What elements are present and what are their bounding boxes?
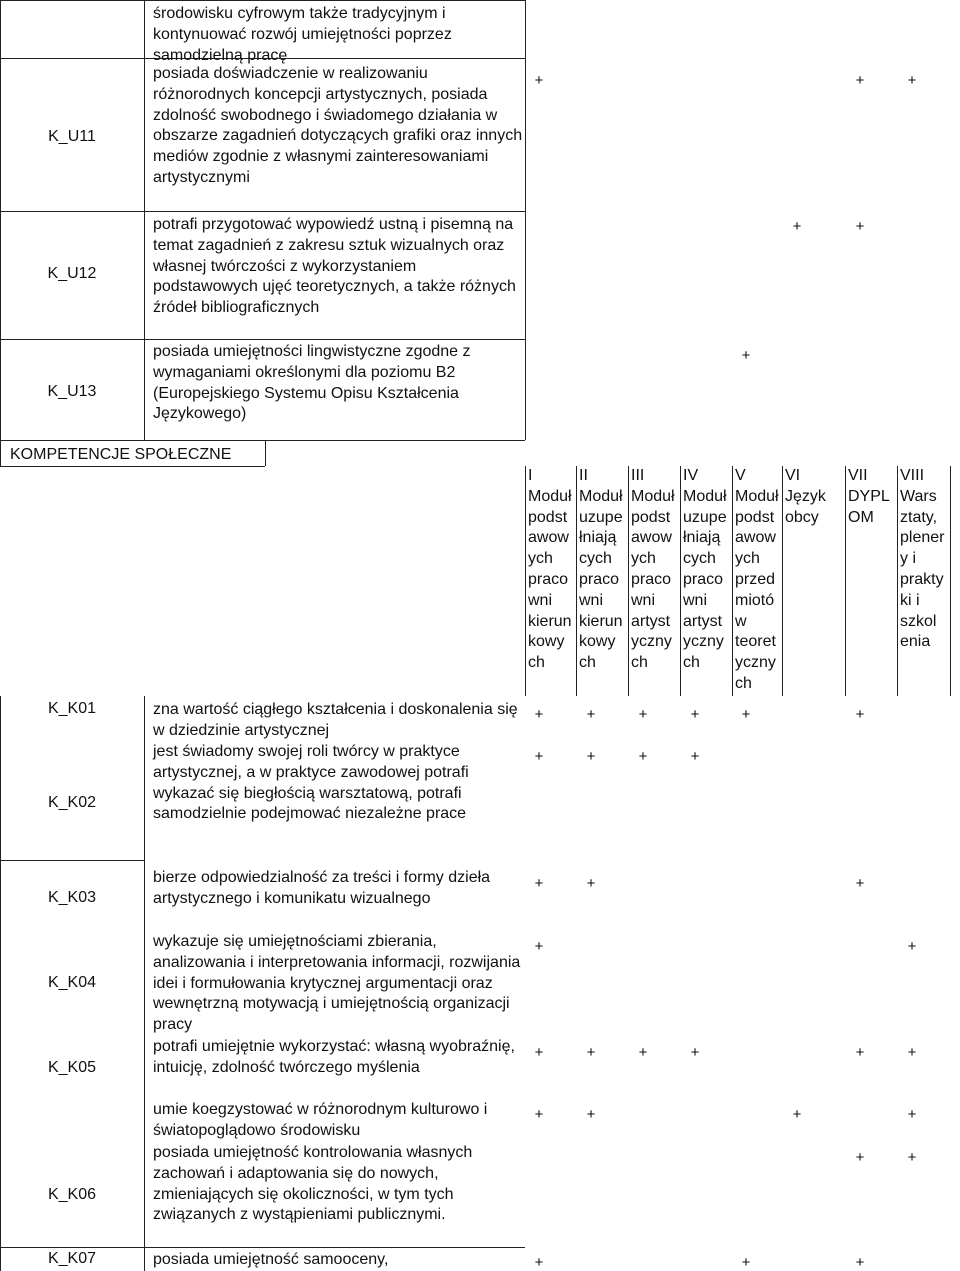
plus-mark: +: [690, 1044, 700, 1061]
plus-mark: +: [855, 1044, 865, 1061]
plus-mark: +: [741, 1254, 751, 1271]
row-code: K_U12: [47, 265, 97, 282]
row-description: umie koegzystować w różnorodnym kulturowo i światopoglądowo środowisku: [153, 1101, 488, 1139]
row-description: zna wartość ciągłego kształcenia i doskonalenia się w dziedzinie artystycznej: [153, 701, 518, 739]
plus-mark: +: [741, 347, 751, 364]
column-header-VIII: VIII Wars ztaty, plener y i prakty ki i szkol enia: [900, 467, 945, 651]
row-description: wykazuje się umiejętnościami zbierania, analizowania i interpretowania informacji, rozwijania idei i formułowania krytycznej argumentacji oraz wewnętrzną motywacją i umiejętnością organizacji pracy: [153, 933, 521, 1034]
plus-mark: +: [586, 875, 596, 892]
plus-mark: +: [534, 748, 544, 765]
column-header-V: V Moduł podst awow ych przed miotó w teoret yczny ch: [735, 467, 779, 692]
plus-mark: +: [855, 1149, 865, 1166]
column-header-VI: VI Język obcy: [785, 467, 826, 526]
row-code: K_K06: [47, 1186, 97, 1203]
column-header-III: III Moduł podst awow ych praco wni artyst yczny ch: [631, 467, 675, 672]
plus-mark: +: [534, 1254, 544, 1271]
row-code: K_U13: [47, 383, 97, 400]
row-code: K_U11: [48, 128, 96, 145]
plus-mark: +: [855, 1254, 865, 1271]
row-description: bierze odpowiedzialność za treści i formy dzieła artystycznego i komunikatu wizualnego: [153, 869, 491, 907]
row-code: K_K01: [47, 700, 97, 717]
plus-mark: +: [855, 72, 865, 89]
plus-mark: +: [907, 1106, 917, 1123]
plus-mark: +: [586, 748, 596, 765]
plus-mark: +: [792, 1106, 802, 1123]
column-header-II: II Moduł uzupe łniają cych praco wni kierun kowy ch: [579, 467, 623, 672]
column-header-IV: IV Moduł uzupe łniają cych praco wni artyst yczny ch: [683, 467, 727, 672]
row-description: posiada umiejętność samooceny,: [153, 1251, 389, 1268]
column-header-VII: VII DYPL OM: [848, 467, 890, 526]
plus-mark: +: [907, 938, 917, 955]
row-description: jest świadomy swojej roli twórcy w praktyce artystycznej, a w praktyce zawodowej potrafi wykazać się biegłością warsztatową, potrafi samodzielnie podejmować niezależne prace: [153, 743, 469, 823]
plus-mark: +: [586, 1106, 596, 1123]
row-code: K_K05: [47, 1059, 97, 1076]
row-description: posiada umiejętność kontrolowania własnych zachowań i adaptowania się do nowych, zmieniających się okoliczności, w tym tych związanych z wystąpieniami publicznymi.: [153, 1144, 473, 1224]
plus-mark: +: [690, 748, 700, 765]
plus-mark: +: [907, 1149, 917, 1166]
plus-mark: +: [534, 1106, 544, 1123]
plus-mark: +: [907, 1044, 917, 1061]
plus-mark: +: [741, 706, 751, 723]
plus-mark: +: [792, 218, 802, 235]
row-description: posiada doświadczenie w realizowaniu różnorodnych koncepcji artystycznych, posiada zdolność swobodnego i świadomego działania w obszarze zagadnień dotyczących grafiki oraz innych mediów zgodnie z własnymi zainteresowaniami artystycznymi: [153, 65, 523, 186]
plus-mark: +: [586, 1044, 596, 1061]
plus-mark: +: [638, 706, 648, 723]
row-code: K_K03: [47, 889, 97, 906]
plus-mark: +: [534, 72, 544, 89]
column-header-I: I Moduł podst awow ych praco wni kierun kowy ch: [528, 467, 572, 672]
plus-mark: +: [534, 1044, 544, 1061]
row-code: K_K04: [47, 974, 97, 991]
row-description: potrafi umiejętnie wykorzystać: własną wyobraźnię, intuicję, zdolność twórczego myślenia: [153, 1038, 515, 1076]
row-description: potrafi przygotować wypowiedź ustną i pisemną na temat zagadnień z zakresu sztuk wizualnych oraz własnej twórczości z wykorzystaniem podstawowych ujęć teoretycznych, a także różnych źródeł bibliograficznych: [153, 216, 516, 317]
plus-mark: +: [855, 875, 865, 892]
plus-mark: +: [690, 706, 700, 723]
plus-mark: +: [534, 706, 544, 723]
plus-mark: +: [534, 875, 544, 892]
plus-mark: +: [855, 218, 865, 235]
plus-mark: +: [638, 1044, 648, 1061]
row-description: posiada umiejętności lingwistyczne zgodne z wymaganiami określonymi dla poziomu B2 (Europejskiego Systemu Opisu Kształcenia Językowego): [153, 343, 471, 423]
plus-mark: +: [638, 748, 648, 765]
plus-mark: +: [586, 706, 596, 723]
plus-mark: +: [907, 72, 917, 89]
plus-mark: +: [855, 706, 865, 723]
plus-mark: +: [534, 938, 544, 955]
row-code: K_K02: [47, 794, 97, 811]
row-description: środowisku cyfrowym także tradycyjnym i kontynuować rozwój umiejętności poprzez samodzielną pracę: [153, 5, 452, 64]
section-title: KOMPETENCJE SPOŁECZNE: [10, 446, 232, 463]
row-code: K_K07: [47, 1250, 97, 1267]
